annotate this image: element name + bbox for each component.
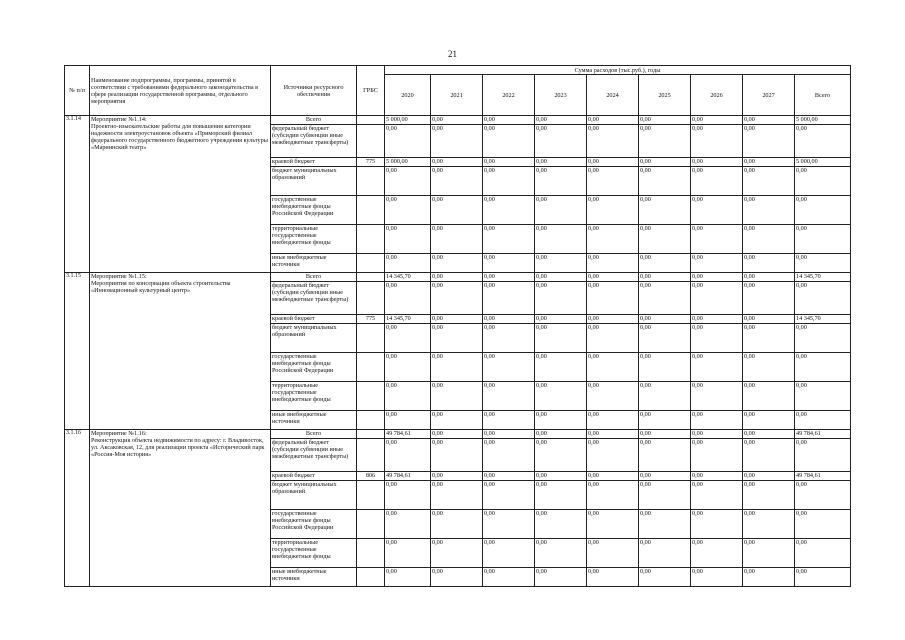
amount-cell: 0,00 bbox=[691, 510, 743, 539]
header-year: 2021 bbox=[431, 75, 483, 116]
amount-cell: 0,00 bbox=[431, 324, 483, 353]
amount-cell: 0,00 bbox=[483, 282, 535, 315]
amount-cell: 14 345,70 bbox=[385, 315, 431, 324]
measure-number: 3.1.16 bbox=[65, 430, 90, 587]
grbs-code bbox=[357, 116, 385, 125]
amount-cell: 0,00 bbox=[639, 315, 691, 324]
amount-cell: 0,00 bbox=[691, 382, 743, 411]
amount-cell: 0,00 bbox=[483, 254, 535, 273]
amount-cell: 14 345,70 bbox=[795, 273, 851, 282]
amount-cell: 0,00 bbox=[431, 439, 483, 472]
measure-name-cell bbox=[90, 273, 271, 430]
amount-cell: 0,00 bbox=[795, 282, 851, 315]
amount-cell: 0,00 bbox=[639, 481, 691, 510]
amount-cell: 0,00 bbox=[587, 158, 639, 167]
amount-cell: 0,00 bbox=[743, 254, 795, 273]
amount-cell: 0,00 bbox=[795, 125, 851, 158]
funding-source: Всего bbox=[271, 430, 357, 439]
amount-cell: 0,00 bbox=[743, 411, 795, 430]
header-year: Всего bbox=[795, 75, 851, 116]
amount-cell: 0,00 bbox=[431, 158, 483, 167]
funding-source: государственные внебюджетные фонды Российской Федерации bbox=[271, 510, 357, 539]
amount-cell: 0,00 bbox=[691, 116, 743, 125]
funding-source: бюджет муниципальных образований bbox=[271, 324, 357, 353]
amount-cell: 0,00 bbox=[795, 324, 851, 353]
measure-description: Мероприятия по консервации объекта строительства «Инновационный культурный центр» bbox=[91, 280, 231, 294]
amount-cell: 0,00 bbox=[535, 411, 587, 430]
header-year: 2027 bbox=[743, 75, 795, 116]
amount-cell: 0,00 bbox=[743, 225, 795, 254]
amount-cell: 0,00 bbox=[483, 324, 535, 353]
amount-cell: 0,00 bbox=[535, 116, 587, 125]
amount-cell: 0,00 bbox=[385, 254, 431, 273]
amount-cell: 0,00 bbox=[535, 510, 587, 539]
amount-cell: 0,00 bbox=[385, 125, 431, 158]
header-year: 2025 bbox=[639, 75, 691, 116]
funding-source: иные внебюджетные источники bbox=[271, 568, 357, 587]
amount-cell: 0,00 bbox=[639, 273, 691, 282]
amount-cell: 0,00 bbox=[431, 116, 483, 125]
amount-cell: 0,00 bbox=[535, 158, 587, 167]
amount-cell: 0,00 bbox=[587, 353, 639, 382]
grbs-code bbox=[357, 481, 385, 510]
table-row-total bbox=[65, 273, 851, 282]
amount-cell: 0,00 bbox=[587, 472, 639, 481]
amount-cell: 0,00 bbox=[691, 225, 743, 254]
amount-cell: 0,00 bbox=[431, 382, 483, 411]
amount-cell: 0,00 bbox=[691, 273, 743, 282]
amount-cell: 0,00 bbox=[483, 439, 535, 472]
amount-cell: 0,00 bbox=[385, 225, 431, 254]
amount-cell: 0,00 bbox=[691, 324, 743, 353]
funding-source: федеральный бюджет (субсидии субвенции иные межбюджетные трансферты) bbox=[271, 282, 357, 315]
funding-source: бюджет муниципальных образований bbox=[271, 481, 357, 510]
grbs-code bbox=[357, 568, 385, 587]
amount-cell: 0,00 bbox=[743, 472, 795, 481]
amount-cell: 0,00 bbox=[587, 167, 639, 196]
amount-cell: 0,00 bbox=[483, 539, 535, 568]
amount-cell: 0,00 bbox=[743, 510, 795, 539]
amount-cell: 0,00 bbox=[535, 196, 587, 225]
amount-cell: 0,00 bbox=[639, 510, 691, 539]
amount-cell: 0,00 bbox=[743, 353, 795, 382]
amount-cell: 0,00 bbox=[385, 481, 431, 510]
grbs-code bbox=[357, 225, 385, 254]
amount-cell: 0,00 bbox=[483, 472, 535, 481]
amount-cell: 0,00 bbox=[743, 539, 795, 568]
amount-cell: 0,00 bbox=[535, 324, 587, 353]
amount-cell: 0,00 bbox=[431, 430, 483, 439]
amount-cell: 0,00 bbox=[535, 472, 587, 481]
amount-cell: 49 784,61 bbox=[795, 430, 851, 439]
grbs-code bbox=[357, 282, 385, 315]
table-row-total bbox=[65, 116, 851, 125]
grbs-code bbox=[357, 254, 385, 273]
amount-cell: 0,00 bbox=[385, 539, 431, 568]
amount-cell: 0,00 bbox=[639, 254, 691, 273]
amount-cell: 5 000,00 bbox=[795, 116, 851, 125]
amount-cell: 0,00 bbox=[639, 225, 691, 254]
amount-cell: 0,00 bbox=[431, 481, 483, 510]
amount-cell: 0,00 bbox=[431, 472, 483, 481]
amount-cell: 0,00 bbox=[535, 273, 587, 282]
amount-cell: 0,00 bbox=[483, 315, 535, 324]
amount-cell: 0,00 bbox=[535, 353, 587, 382]
grbs-code bbox=[357, 510, 385, 539]
amount-cell: 0,00 bbox=[743, 158, 795, 167]
amount-cell: 0,00 bbox=[385, 568, 431, 587]
amount-cell: 0,00 bbox=[743, 282, 795, 315]
amount-cell: 0,00 bbox=[639, 125, 691, 158]
amount-cell: 0,00 bbox=[691, 411, 743, 430]
measure-name-cell bbox=[90, 116, 271, 273]
amount-cell: 0,00 bbox=[691, 472, 743, 481]
grbs-code bbox=[357, 273, 385, 282]
amount-cell: 0,00 bbox=[743, 324, 795, 353]
amount-cell: 0,00 bbox=[587, 282, 639, 315]
amount-cell: 0,00 bbox=[743, 382, 795, 411]
amount-cell: 0,00 bbox=[385, 196, 431, 225]
amount-cell: 0,00 bbox=[431, 225, 483, 254]
amount-cell: 0,00 bbox=[385, 411, 431, 430]
funding-source: краевой бюджет bbox=[271, 315, 357, 324]
funding-source: государственные внебюджетные фонды Российской Федерации bbox=[271, 196, 357, 225]
amount-cell: 0,00 bbox=[639, 472, 691, 481]
header-source: Источники ресурсного обеспечения bbox=[271, 66, 357, 116]
amount-cell: 0,00 bbox=[639, 196, 691, 225]
amount-cell: 0,00 bbox=[691, 353, 743, 382]
amount-cell: 0,00 bbox=[431, 282, 483, 315]
measure-name-cell bbox=[90, 430, 271, 587]
header-year: 2020 bbox=[385, 75, 431, 116]
amount-cell: 0,00 bbox=[535, 282, 587, 315]
amount-cell: 0,00 bbox=[535, 568, 587, 587]
measure-number: 3.1.15 bbox=[65, 273, 90, 430]
amount-cell: 0,00 bbox=[691, 158, 743, 167]
amount-cell: 0,00 bbox=[535, 225, 587, 254]
amount-cell: 0,00 bbox=[639, 116, 691, 125]
amount-cell: 5 000,00 bbox=[385, 116, 431, 125]
amount-cell: 0,00 bbox=[587, 225, 639, 254]
amount-cell: 0,00 bbox=[483, 273, 535, 282]
amount-cell: 0,00 bbox=[743, 273, 795, 282]
amount-cell: 0,00 bbox=[431, 273, 483, 282]
amount-cell: 0,00 bbox=[483, 382, 535, 411]
amount-cell: 0,00 bbox=[535, 430, 587, 439]
amount-cell: 0,00 bbox=[431, 196, 483, 225]
amount-cell: 0,00 bbox=[431, 411, 483, 430]
amount-cell: 0,00 bbox=[795, 353, 851, 382]
grbs-code bbox=[357, 439, 385, 472]
amount-cell: 0,00 bbox=[587, 411, 639, 430]
amount-cell: 0,00 bbox=[795, 225, 851, 254]
amount-cell: 0,00 bbox=[483, 430, 535, 439]
funding-source: бюджет муниципальных образований bbox=[271, 167, 357, 196]
amount-cell: 0,00 bbox=[535, 481, 587, 510]
amount-cell: 0,00 bbox=[691, 167, 743, 196]
amount-cell: 0,00 bbox=[587, 481, 639, 510]
grbs-code bbox=[357, 411, 385, 430]
page-number: 21 bbox=[448, 49, 457, 59]
amount-cell: 0,00 bbox=[535, 125, 587, 158]
amount-cell: 0,00 bbox=[535, 539, 587, 568]
amount-cell: 0,00 bbox=[691, 315, 743, 324]
amount-cell: 0,00 bbox=[795, 439, 851, 472]
grbs-code bbox=[357, 353, 385, 382]
amount-cell: 0,00 bbox=[385, 439, 431, 472]
amount-cell: 0,00 bbox=[535, 439, 587, 472]
amount-cell: 0,00 bbox=[483, 125, 535, 158]
grbs-code bbox=[357, 167, 385, 196]
amount-cell: 0,00 bbox=[691, 539, 743, 568]
amount-cell: 0,00 bbox=[535, 254, 587, 273]
amount-cell: 14 345,70 bbox=[385, 273, 431, 282]
amount-cell: 0,00 bbox=[743, 481, 795, 510]
header-num: № п/п bbox=[65, 66, 90, 116]
amount-cell: 5 000,00 bbox=[795, 158, 851, 167]
amount-cell: 0,00 bbox=[795, 382, 851, 411]
measure-number: 3.1.14 bbox=[65, 116, 90, 273]
header-sum-group: Сумма расходов (тыс.руб.), годы bbox=[385, 66, 851, 75]
amount-cell: 0,00 bbox=[795, 568, 851, 587]
amount-cell: 0,00 bbox=[691, 568, 743, 587]
amount-cell: 0,00 bbox=[587, 125, 639, 158]
funding-source: Всего bbox=[271, 116, 357, 125]
amount-cell: 0,00 bbox=[795, 411, 851, 430]
amount-cell: 0,00 bbox=[691, 125, 743, 158]
amount-cell: 0,00 bbox=[639, 382, 691, 411]
amount-cell: 0,00 bbox=[691, 254, 743, 273]
grbs-code bbox=[357, 196, 385, 225]
funding-source: территориальные государственные внебюджетные фонды bbox=[271, 225, 357, 254]
amount-cell: 14 345,70 bbox=[795, 315, 851, 324]
header-name: Наименование подпрограммы, программы, принятой в соответствии с требованиями федерального законодательства в сфере реализации государственной программы, отдельного мероприятия bbox=[90, 66, 271, 116]
amount-cell: 0,00 bbox=[587, 439, 639, 472]
amount-cell: 0,00 bbox=[587, 568, 639, 587]
amount-cell: 0,00 bbox=[431, 539, 483, 568]
measure-description: Реконструкция объекта недвижимости по адресу: г. Владивосток, ул. Аксаковская, 12, для реализации проекта «Исторический парк «Россия-Моя история» bbox=[91, 437, 265, 458]
amount-cell: 0,00 bbox=[795, 254, 851, 273]
amount-cell: 0,00 bbox=[431, 315, 483, 324]
amount-cell: 0,00 bbox=[483, 353, 535, 382]
amount-cell: 0,00 bbox=[691, 439, 743, 472]
amount-cell: 0,00 bbox=[639, 568, 691, 587]
grbs-code bbox=[357, 430, 385, 439]
grbs-code: 775 bbox=[357, 158, 385, 167]
grbs-code: 806 bbox=[357, 472, 385, 481]
amount-cell: 0,00 bbox=[743, 116, 795, 125]
grbs-code: 775 bbox=[357, 315, 385, 324]
amount-cell: 0,00 bbox=[483, 116, 535, 125]
amount-cell: 0,00 bbox=[385, 353, 431, 382]
amount-cell: 0,00 bbox=[385, 510, 431, 539]
measure-title: Мероприятие №1.15: bbox=[91, 273, 147, 280]
amount-cell: 0,00 bbox=[483, 158, 535, 167]
amount-cell: 0,00 bbox=[587, 382, 639, 411]
amount-cell: 0,00 bbox=[431, 568, 483, 587]
grbs-code bbox=[357, 382, 385, 411]
funding-source: краевой бюджет bbox=[271, 472, 357, 481]
grbs-code bbox=[357, 539, 385, 568]
amount-cell: 0,00 bbox=[743, 125, 795, 158]
amount-cell: 0,00 bbox=[587, 254, 639, 273]
amount-cell: 0,00 bbox=[385, 282, 431, 315]
funding-source: федеральный бюджет (субсидии субвенции иные межбюджетные трансферты) bbox=[271, 125, 357, 158]
amount-cell: 0,00 bbox=[385, 324, 431, 353]
amount-cell: 0,00 bbox=[483, 411, 535, 430]
grbs-code bbox=[357, 125, 385, 158]
amount-cell: 0,00 bbox=[431, 167, 483, 196]
amount-cell: 0,00 bbox=[639, 539, 691, 568]
funding-source: территориальные государственные внебюджетные фонды bbox=[271, 539, 357, 568]
amount-cell: 0,00 bbox=[639, 158, 691, 167]
header-year: 2023 bbox=[535, 75, 587, 116]
funding-source: Всего bbox=[271, 273, 357, 282]
amount-cell: 49 784,61 bbox=[795, 472, 851, 481]
amount-cell: 0,00 bbox=[535, 167, 587, 196]
header-year: 2024 bbox=[587, 75, 639, 116]
amount-cell: 0,00 bbox=[639, 282, 691, 315]
amount-cell: 0,00 bbox=[639, 439, 691, 472]
amount-cell: 0,00 bbox=[587, 510, 639, 539]
amount-cell: 0,00 bbox=[795, 481, 851, 510]
amount-cell: 0,00 bbox=[431, 125, 483, 158]
amount-cell: 49 784,61 bbox=[385, 472, 431, 481]
budget-table bbox=[64, 65, 851, 587]
amount-cell: 0,00 bbox=[639, 324, 691, 353]
table-row-total bbox=[65, 430, 851, 439]
amount-cell: 0,00 bbox=[795, 167, 851, 196]
amount-cell: 0,00 bbox=[743, 439, 795, 472]
amount-cell: 0,00 bbox=[587, 324, 639, 353]
amount-cell: 0,00 bbox=[639, 430, 691, 439]
amount-cell: 0,00 bbox=[743, 430, 795, 439]
funding-source: государственные внебюджетные фонды Российской Федерации bbox=[271, 353, 357, 382]
amount-cell: 0,00 bbox=[431, 353, 483, 382]
amount-cell: 0,00 bbox=[483, 481, 535, 510]
grbs-code bbox=[357, 324, 385, 353]
funding-source: иные внебюджетные источники bbox=[271, 254, 357, 273]
amount-cell: 0,00 bbox=[587, 116, 639, 125]
amount-cell: 0,00 bbox=[431, 254, 483, 273]
amount-cell: 0,00 bbox=[483, 167, 535, 196]
amount-cell: 0,00 bbox=[795, 196, 851, 225]
amount-cell: 0,00 bbox=[691, 282, 743, 315]
measure-description: Проектно-изыскательские работы для повышения категории надежности электроустановок объекта «Приморский филиал федерального государственного бюджетного учреждения культуры «Мариинский театр» bbox=[91, 123, 268, 151]
amount-cell: 0,00 bbox=[431, 510, 483, 539]
header-year: 2026 bbox=[691, 75, 743, 116]
amount-cell: 0,00 bbox=[587, 273, 639, 282]
amount-cell: 0,00 bbox=[639, 353, 691, 382]
amount-cell: 0,00 bbox=[483, 225, 535, 254]
funding-source: федеральный бюджет (субсидии субвенции иные межбюджетные трансферты) bbox=[271, 439, 357, 472]
table-header bbox=[65, 66, 851, 116]
funding-source: иные внебюджетные источники bbox=[271, 411, 357, 430]
amount-cell: 0,00 bbox=[691, 196, 743, 225]
amount-cell: 0,00 bbox=[691, 481, 743, 510]
amount-cell: 0,00 bbox=[587, 539, 639, 568]
amount-cell: 0,00 bbox=[691, 430, 743, 439]
measure-title: Мероприятие №1.16: bbox=[91, 430, 147, 437]
amount-cell: 5 000,00 bbox=[385, 158, 431, 167]
amount-cell: 0,00 bbox=[587, 315, 639, 324]
amount-cell: 0,00 bbox=[483, 510, 535, 539]
amount-cell: 0,00 bbox=[795, 510, 851, 539]
amount-cell: 0,00 bbox=[743, 568, 795, 587]
amount-cell: 49 784,61 bbox=[385, 430, 431, 439]
amount-cell: 0,00 bbox=[385, 382, 431, 411]
measure-title: Мероприятие №1.14: bbox=[91, 116, 147, 123]
amount-cell: 0,00 bbox=[795, 539, 851, 568]
amount-cell: 0,00 bbox=[639, 167, 691, 196]
table-body bbox=[65, 116, 851, 587]
header-year: 2022 bbox=[483, 75, 535, 116]
amount-cell: 0,00 bbox=[483, 196, 535, 225]
amount-cell: 0,00 bbox=[385, 167, 431, 196]
amount-cell: 0,00 bbox=[743, 315, 795, 324]
amount-cell: 0,00 bbox=[483, 568, 535, 587]
amount-cell: 0,00 bbox=[743, 167, 795, 196]
amount-cell: 0,00 bbox=[535, 315, 587, 324]
funding-source: краевой бюджет bbox=[271, 158, 357, 167]
amount-cell: 0,00 bbox=[535, 382, 587, 411]
amount-cell: 0,00 bbox=[639, 411, 691, 430]
header-grbs: ГРБС bbox=[357, 66, 385, 116]
amount-cell: 0,00 bbox=[587, 196, 639, 225]
amount-cell: 0,00 bbox=[743, 196, 795, 225]
funding-source: территориальные государственные внебюджетные фонды bbox=[271, 382, 357, 411]
amount-cell: 0,00 bbox=[587, 430, 639, 439]
